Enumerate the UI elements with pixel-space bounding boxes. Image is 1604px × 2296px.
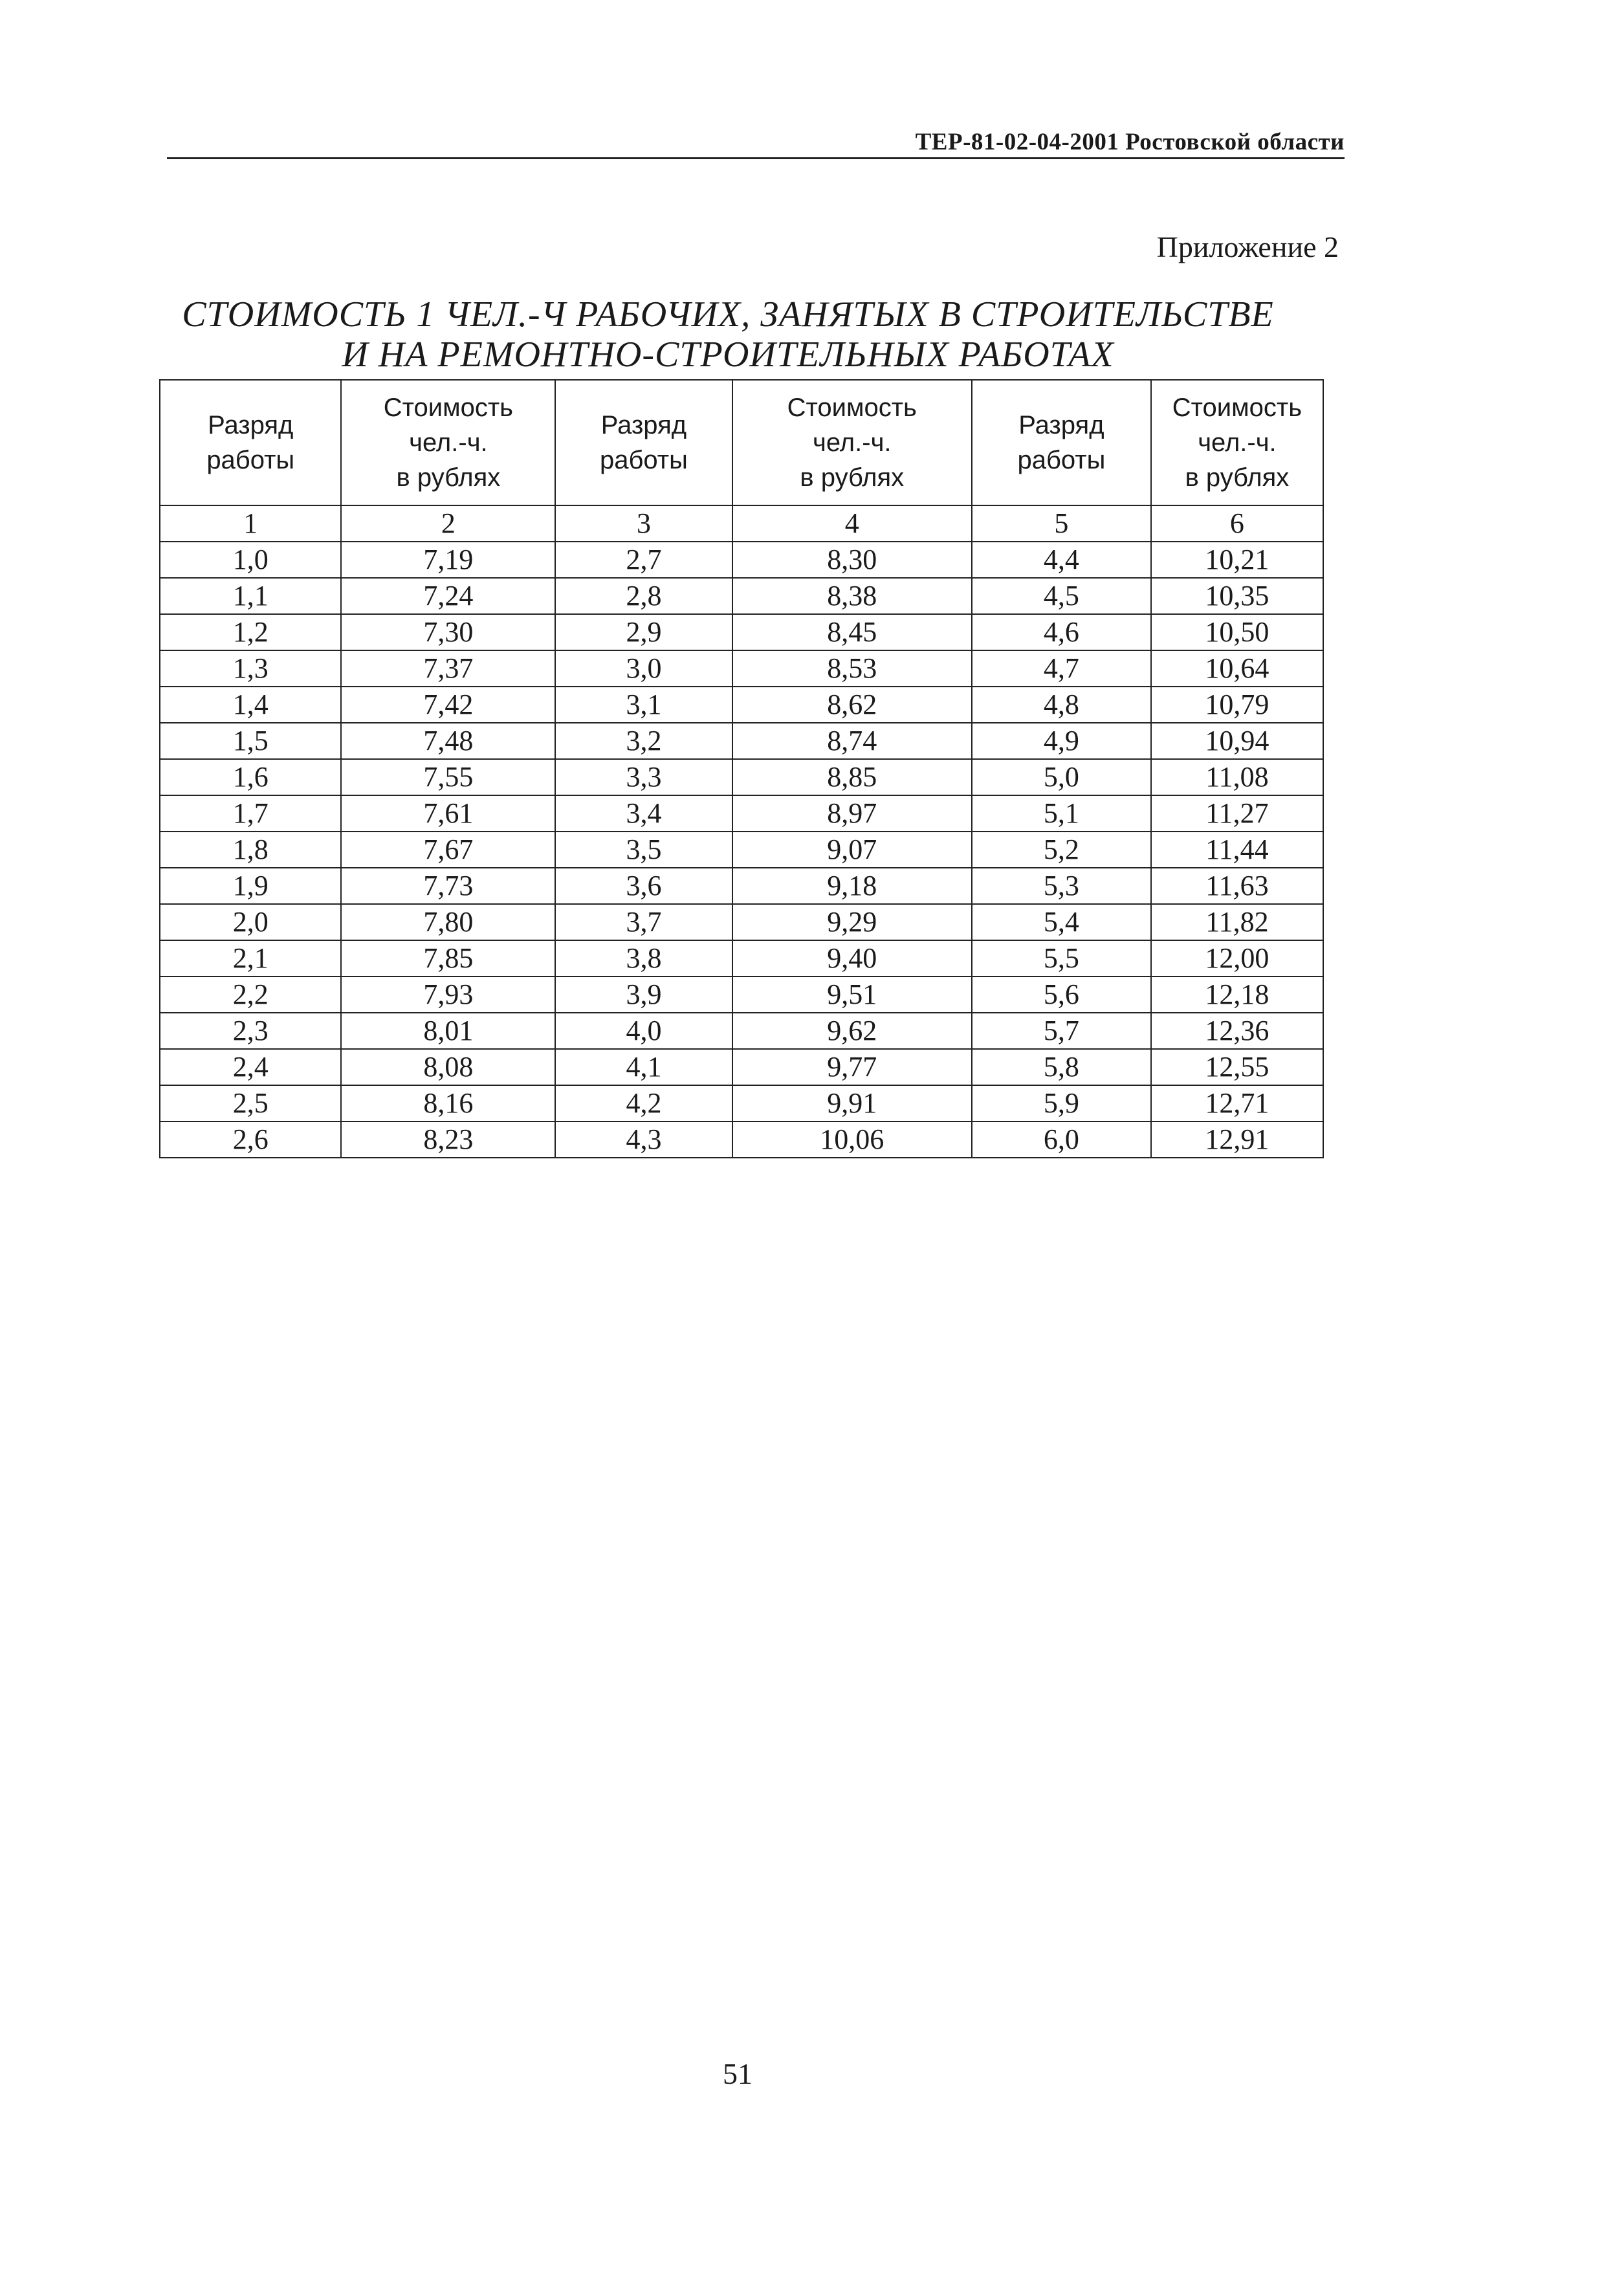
header-row — [160, 380, 1323, 505]
cost-cell: 7,30 — [341, 614, 555, 650]
cost-cell: 10,50 — [1151, 614, 1323, 650]
cost-cell: 8,38 — [732, 578, 972, 614]
grade-cell: 3,0 — [555, 650, 732, 687]
column-index: 6 — [1151, 505, 1323, 542]
column-header — [732, 380, 972, 505]
column-header-line: в рублях — [800, 463, 905, 492]
grade-cell: 1,7 — [160, 795, 341, 832]
grade-cell: 2,7 — [555, 542, 732, 578]
column-header-line: Разряд — [208, 411, 294, 439]
cost-cell: 10,64 — [1151, 650, 1323, 687]
cost-cell: 7,80 — [341, 904, 555, 940]
grade-cell: 4,6 — [972, 614, 1151, 650]
grade-cell: 5,1 — [972, 795, 1151, 832]
column-index: 1 — [160, 505, 341, 542]
page-title — [129, 294, 1326, 375]
table-row — [160, 904, 1323, 940]
cost-cell: 7,37 — [341, 650, 555, 687]
cost-cell: 11,63 — [1151, 868, 1323, 904]
column-header-line: работы — [206, 446, 295, 474]
cost-cell: 7,85 — [341, 940, 555, 977]
grade-cell: 2,8 — [555, 578, 732, 614]
grade-cell: 3,5 — [555, 832, 732, 868]
grade-cell: 4,8 — [972, 687, 1151, 723]
grade-cell: 4,2 — [555, 1085, 732, 1121]
column-header — [1151, 380, 1323, 505]
cost-cell: 10,21 — [1151, 542, 1323, 578]
cost-cell: 10,06 — [732, 1121, 972, 1158]
cost-cell: 8,62 — [732, 687, 972, 723]
cost-cell: 12,71 — [1151, 1085, 1323, 1121]
table-row — [160, 542, 1323, 578]
grade-cell: 6,0 — [972, 1121, 1151, 1158]
grade-cell: 2,3 — [160, 1013, 341, 1049]
cost-cell: 12,18 — [1151, 977, 1323, 1013]
cost-cell: 9,07 — [732, 832, 972, 868]
table-row — [160, 868, 1323, 904]
cost-cell: 8,74 — [732, 723, 972, 759]
grade-cell: 4,0 — [555, 1013, 732, 1049]
grade-cell: 3,6 — [555, 868, 732, 904]
table-row — [160, 1121, 1323, 1158]
grade-cell: 4,3 — [555, 1121, 732, 1158]
column-header — [555, 380, 732, 505]
table-row — [160, 1013, 1323, 1049]
grade-cell: 2,4 — [160, 1049, 341, 1085]
column-index: 5 — [972, 505, 1151, 542]
cost-cell: 8,53 — [732, 650, 972, 687]
cost-cell: 9,91 — [732, 1085, 972, 1121]
grade-cell: 3,9 — [555, 977, 732, 1013]
grade-cell: 1,9 — [160, 868, 341, 904]
grade-cell: 5,4 — [972, 904, 1151, 940]
cost-cell: 12,36 — [1151, 1013, 1323, 1049]
grade-cell: 3,1 — [555, 687, 732, 723]
grade-cell: 3,2 — [555, 723, 732, 759]
grade-cell: 3,7 — [555, 904, 732, 940]
column-index: 3 — [555, 505, 732, 542]
cost-cell: 8,97 — [732, 795, 972, 832]
cost-cell: 10,79 — [1151, 687, 1323, 723]
grade-cell: 4,5 — [972, 578, 1151, 614]
cost-cell: 9,77 — [732, 1049, 972, 1085]
appendix-label: Приложение 2 — [1156, 230, 1339, 263]
cost-cell: 8,45 — [732, 614, 972, 650]
title-line-2: И НА РЕМОНТНО-СТРОИТЕЛЬНЫХ РАБОТАХ — [342, 335, 1114, 375]
column-header-line: чел.-ч. — [1198, 428, 1277, 457]
grade-cell: 1,0 — [160, 542, 341, 578]
grade-cell: 3,4 — [555, 795, 732, 832]
column-index: 4 — [732, 505, 972, 542]
cost-cell: 11,82 — [1151, 904, 1323, 940]
grade-cell: 1,8 — [160, 832, 341, 868]
column-header-line: в рублях — [1185, 463, 1290, 492]
cost-cell: 10,94 — [1151, 723, 1323, 759]
column-header-line: Стоимость — [787, 393, 917, 422]
cost-cell: 9,62 — [732, 1013, 972, 1049]
grade-cell: 2,9 — [555, 614, 732, 650]
cost-cell: 8,01 — [341, 1013, 555, 1049]
table-row — [160, 1049, 1323, 1085]
grade-cell: 1,2 — [160, 614, 341, 650]
grade-cell: 5,0 — [972, 759, 1151, 795]
table-row — [160, 614, 1323, 650]
grade-cell: 2,6 — [160, 1121, 341, 1158]
cost-cell: 7,93 — [341, 977, 555, 1013]
labor-rates-table — [159, 379, 1324, 1158]
column-header-line: в рублях — [396, 463, 501, 492]
header-rule — [167, 157, 1345, 159]
column-header-line: Стоимость — [1172, 393, 1302, 422]
grade-cell: 5,5 — [972, 940, 1151, 977]
cost-cell: 9,40 — [732, 940, 972, 977]
cost-cell: 7,48 — [341, 723, 555, 759]
grade-cell: 2,0 — [160, 904, 341, 940]
cost-cell: 7,24 — [341, 578, 555, 614]
table-row — [160, 832, 1323, 868]
grade-cell: 5,2 — [972, 832, 1151, 868]
grade-cell: 5,8 — [972, 1049, 1151, 1085]
cost-cell: 8,30 — [732, 542, 972, 578]
column-header — [341, 380, 555, 505]
column-header — [972, 380, 1151, 505]
grade-cell: 5,9 — [972, 1085, 1151, 1121]
document-code: ТЕР-81-02-04-2001 Ростовской области — [915, 129, 1345, 155]
column-header-line: работы — [600, 446, 688, 474]
column-header-line: Разряд — [600, 411, 687, 439]
column-header-line: чел.-ч. — [813, 428, 892, 457]
cost-cell: 8,85 — [732, 759, 972, 795]
grade-cell: 2,5 — [160, 1085, 341, 1121]
grade-cell: 2,2 — [160, 977, 341, 1013]
grade-cell: 2,1 — [160, 940, 341, 977]
grade-cell: 1,1 — [160, 578, 341, 614]
column-index-row — [160, 505, 1323, 542]
table-row — [160, 687, 1323, 723]
grade-cell: 5,6 — [972, 977, 1151, 1013]
cost-cell: 7,73 — [341, 868, 555, 904]
cost-cell: 8,16 — [341, 1085, 555, 1121]
table-row — [160, 977, 1323, 1013]
page-number: 51 — [723, 2057, 753, 2090]
grade-cell: 1,6 — [160, 759, 341, 795]
grade-cell: 5,7 — [972, 1013, 1151, 1049]
grade-cell: 1,3 — [160, 650, 341, 687]
grade-cell: 3,8 — [555, 940, 732, 977]
grade-cell: 3,3 — [555, 759, 732, 795]
title-line-1: СТОИМОСТЬ 1 ЧЕЛ.-Ч РАБОЧИХ, ЗАНЯТЫХ В СТРОИТЕЛЬСТВЕ — [182, 294, 1274, 335]
cost-cell: 7,42 — [341, 687, 555, 723]
table-row — [160, 723, 1323, 759]
table-row — [160, 795, 1323, 832]
table-row — [160, 759, 1323, 795]
cost-cell: 7,61 — [341, 795, 555, 832]
cost-cell: 7,55 — [341, 759, 555, 795]
grade-cell: 1,4 — [160, 687, 341, 723]
table-row — [160, 650, 1323, 687]
cost-cell: 9,18 — [732, 868, 972, 904]
cost-cell: 12,00 — [1151, 940, 1323, 977]
cost-cell: 10,35 — [1151, 578, 1323, 614]
cost-cell: 9,29 — [732, 904, 972, 940]
cost-cell: 12,55 — [1151, 1049, 1323, 1085]
table-row — [160, 578, 1323, 614]
cost-cell: 7,67 — [341, 832, 555, 868]
grade-cell: 4,1 — [555, 1049, 732, 1085]
grade-cell: 5,3 — [972, 868, 1151, 904]
table-row — [160, 1085, 1323, 1121]
cost-cell: 11,27 — [1151, 795, 1323, 832]
column-header-line: работы — [1017, 446, 1106, 474]
column-header — [160, 380, 341, 505]
table-row — [160, 940, 1323, 977]
column-index: 2 — [341, 505, 555, 542]
cost-cell: 12,91 — [1151, 1121, 1323, 1158]
grade-cell: 4,9 — [972, 723, 1151, 759]
cost-cell: 7,19 — [341, 542, 555, 578]
grade-cell: 4,4 — [972, 542, 1151, 578]
grade-cell: 1,5 — [160, 723, 341, 759]
cost-cell: 8,23 — [341, 1121, 555, 1158]
cost-cell: 11,44 — [1151, 832, 1323, 868]
column-header-line: Разряд — [1018, 411, 1104, 439]
cost-cell: 8,08 — [341, 1049, 555, 1085]
grade-cell: 4,7 — [972, 650, 1151, 687]
cost-cell: 11,08 — [1151, 759, 1323, 795]
column-header-line: Стоимость — [383, 393, 514, 422]
cost-cell: 9,51 — [732, 977, 972, 1013]
column-header-line: чел.-ч. — [409, 428, 488, 457]
